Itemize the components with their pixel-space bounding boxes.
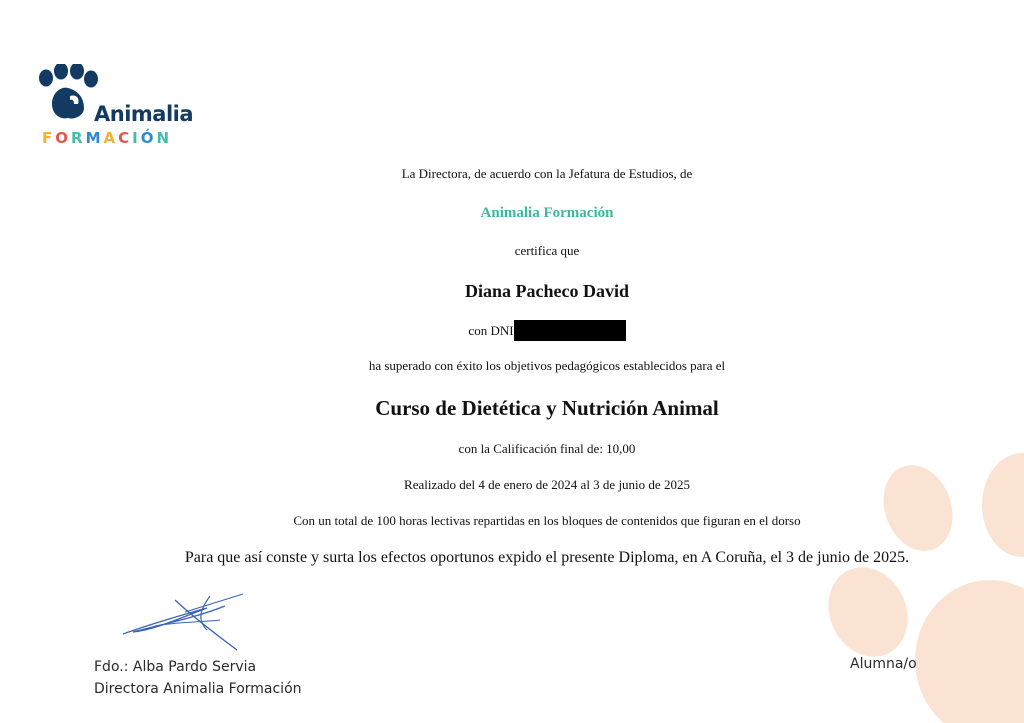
logo-subtitle-letter: N [156,129,173,147]
logo-wordmark: Animalia [94,102,194,126]
logo-subtitle-letter: I [132,129,141,147]
paw-toe-left [814,554,922,669]
intro-text: La Directora, de acuerdo con la Jefatura de Estudios, de [401,166,693,181]
organization-name: Animalia Formación [480,205,614,221]
course-title: Curso de Dietética y Nutrición Animal [375,396,719,420]
paw-toe-top [872,455,964,560]
student-signature-label: Alumna/o [850,656,917,672]
paw-toe-right [982,453,1024,557]
dni-line [0,320,1024,341]
achievement-text: ha superado con éxito los objetivos pedagógicos establecidos para el [368,358,726,373]
brand-logo [34,64,204,154]
student-name: Diana Pacheco David [465,281,629,301]
logo-subtitle-letter: O [55,129,72,147]
director-signature-block [94,656,302,700]
director-signature [115,586,250,656]
logo-subtitle-letter: Ó [140,129,157,147]
paw-pad [915,580,1024,723]
dates-text: Realizado del 4 de enero de 2024 al 3 de junio de 2025 [404,477,690,492]
dni-redaction [514,320,626,341]
logo-subtitle-letter: C [118,129,133,147]
certifies-text: certifica que [514,243,580,258]
grade-text: con la Calificación final de: 10,00 [458,441,636,456]
logo-subtitle-letter: M [85,129,104,147]
hours-text: Con un total de 100 horas lectivas repartidas en los bloques de contenidos que figuran en el dorso [293,513,801,528]
logo-subtitle-letter: F [42,129,56,147]
logo-subtitle [42,129,172,147]
logo-subtitle-letter: R [71,129,86,147]
director-name: Fdo.: Alba Pardo Servia [94,659,257,675]
logo-subtitle-letter: A [103,129,119,147]
director-title: Directora Animalia Formación [94,681,302,697]
dni-label: con DNI [468,323,514,338]
closing-text: Para que así conste y surta los efectos oportunos expido el presente Diploma, en A Coruña, el 3 de junio de 2025. [184,549,910,566]
